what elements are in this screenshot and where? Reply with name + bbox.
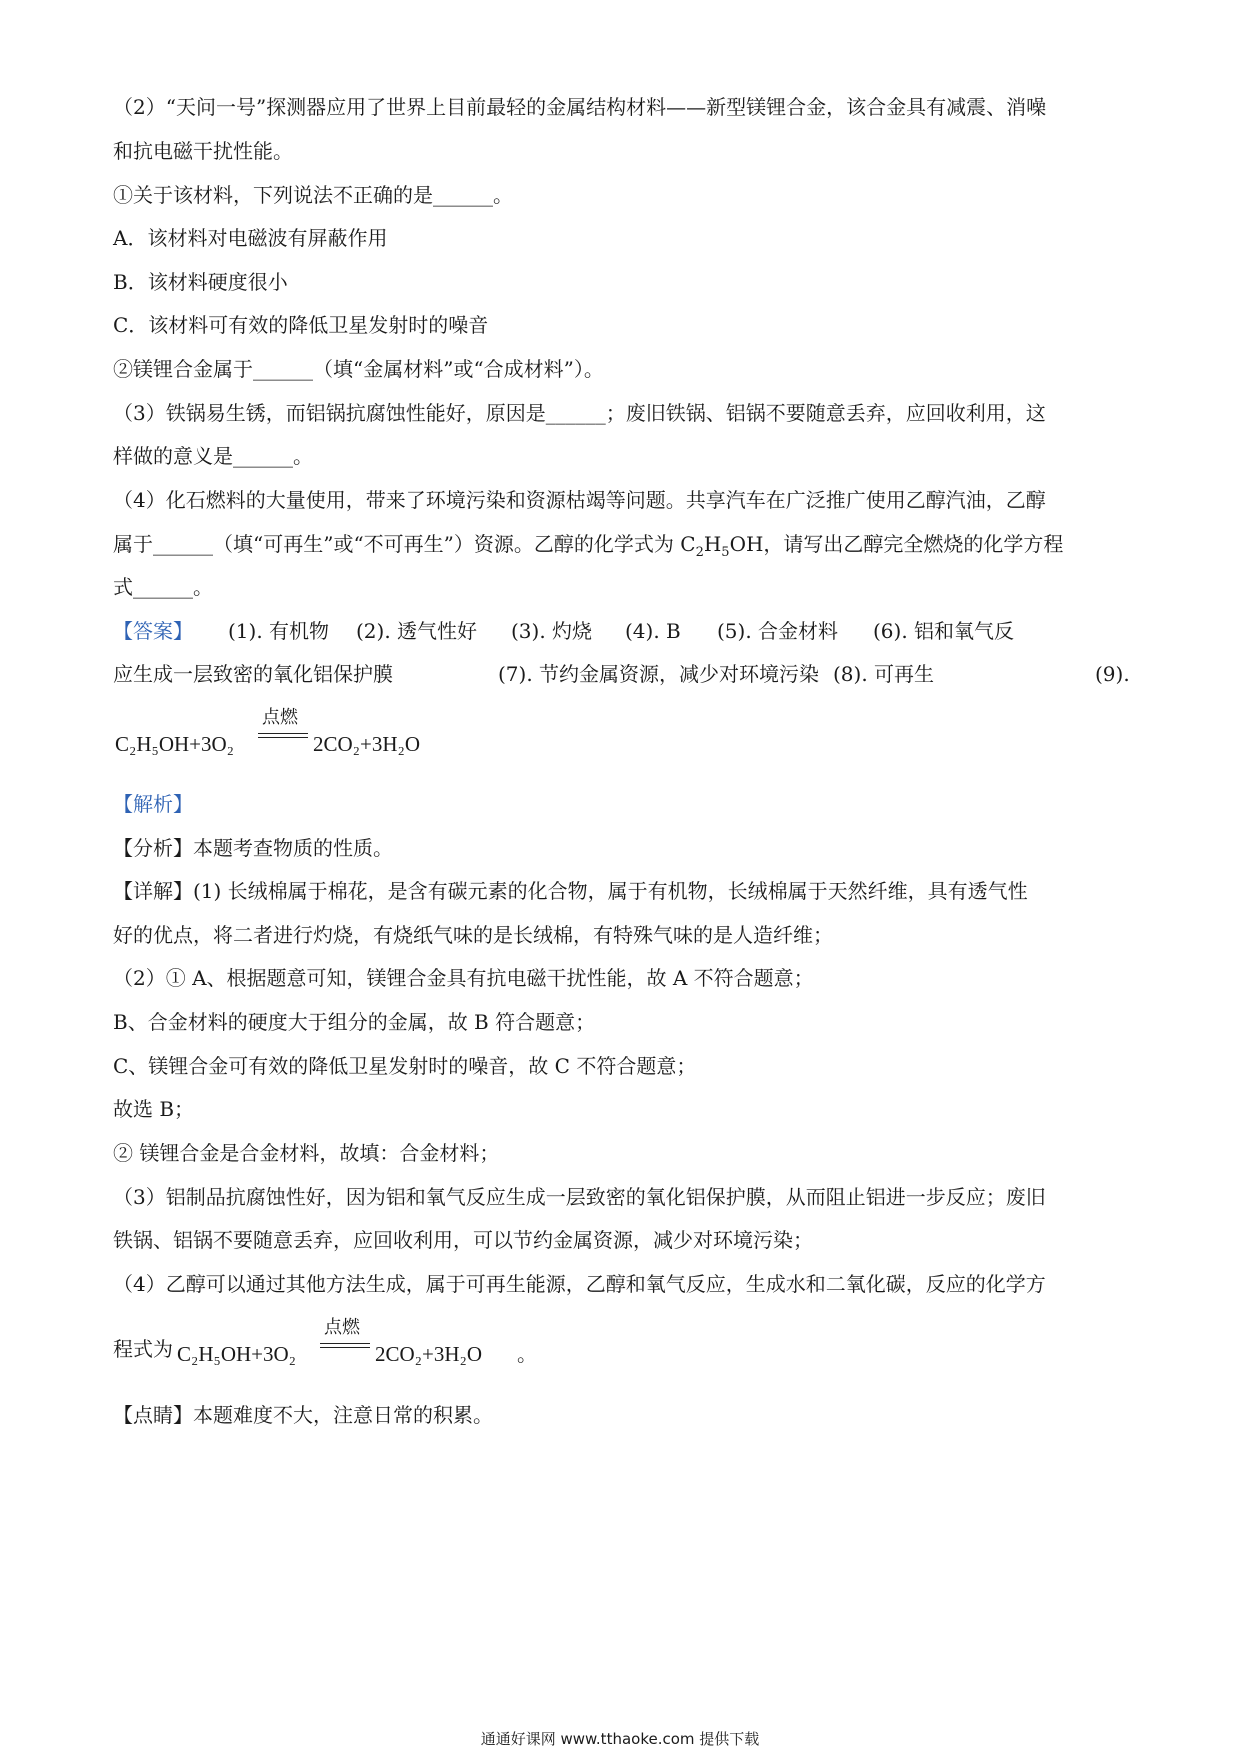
answer-6-cont: 应生成一层致密的氧化铝保护膜 (113, 662, 393, 686)
equation-inline-period: 。 (517, 1342, 537, 1366)
detail-q2-a: （2）① A、根据题意可知，镁锂合金具有抗电磁干扰性能，故 A 不符合题意； (113, 966, 814, 990)
q3-line2: 样做的意义是______。 (113, 444, 313, 468)
answer-row-2 (113, 659, 1133, 689)
equation-condition: 点燃 (262, 707, 298, 728)
answer-6: (6). 铝和氧气反 (873, 619, 1015, 643)
combustion-equation (115, 703, 535, 763)
answer-7: (7). 节约金属资源，减少对环境污染 (498, 662, 820, 686)
answer-5: (5). 合金材料 (717, 619, 839, 643)
detail-q2-sub2: ② 镁锂合金是合金材料，故填：合金材料； (113, 1141, 500, 1165)
equation-inline-bar-top (320, 1343, 370, 1344)
detail-q2-c: C、镁锂合金可有效的降低卫星发射时的噪音，故 C 不符合题意； (113, 1054, 697, 1078)
q2-line1: （2）“天问一号”探测器应用了世界上目前最轻的金属结构材料——新型镁锂合金，该合金具有减震、消噪 (113, 95, 1047, 119)
q4-line2-text-a: 属于______（填“可再生”或“不可再生”）资源。乙醇的化学式为 C (113, 532, 696, 556)
equation-reactants: C₂H₅OH+3O₂ (115, 732, 234, 756)
option-c: C．该材料可有效的降低卫星发射时的噪音 (113, 313, 489, 337)
q4-line2-text-b: H (703, 532, 722, 556)
equation-products: 2CO₂+3H₂O (313, 732, 420, 756)
combustion-equation-inline (177, 1313, 597, 1373)
equation-inline-products: 2CO₂+3H₂O (375, 1342, 482, 1366)
detail-line1: 【详解】(1) 长绒棉属于棉花，是含有碳元素的化合物，属于有机物，长绒棉属于天然纤维，具有透气性 (113, 879, 1028, 903)
equation-inline-bar-bottom (320, 1347, 370, 1348)
detail-q4-prefix: 程式为 (113, 1337, 173, 1361)
q2-line2: 和抗电磁干扰性能。 (113, 139, 293, 163)
option-b: B．该材料硬度很小 (113, 270, 288, 294)
answer-2: (2). 透气性好 (356, 619, 478, 643)
detail-q2-b: B、合金材料的硬度大于组分的金属，故 B 符合题意； (113, 1010, 596, 1034)
answer-tag: 【答案】 (113, 619, 193, 643)
subscript-2: 2 (695, 545, 704, 560)
detail-line2: 好的优点，将二者进行灼烧，有烧纸气味的是长绒棉，有特殊气味的是人造纤维； (113, 923, 833, 947)
q2-subquestion-2: ②镁锂合金属于______（填“金属材料”或“合成材料”）。 (113, 357, 604, 381)
answer-4: (4). B (625, 619, 681, 643)
dianjing-note: 【点睛】本题难度不大，注意日常的积累。 (113, 1403, 493, 1427)
answer-1: (1). 有机物 (228, 619, 330, 643)
detail-q3-line2: 铁锅、铝锅不要随意丢弃，应回收利用，可以节约金属资源，减少对环境污染； (113, 1228, 813, 1252)
option-a: A．该材料对电磁波有屏蔽作用 (113, 226, 388, 250)
answer-8: (8). 可再生 (833, 662, 935, 686)
footer-source: 通通好课网 www.tthaoke.com 提供下载 (480, 1730, 760, 1748)
q4-line2 (113, 529, 1133, 559)
q2-subquestion-1: ①关于该材料，下列说法不正确的是______。 (113, 183, 513, 207)
equation-equals-bar-bottom (258, 737, 308, 738)
answer-9: (9). (1095, 662, 1130, 686)
equation-inline-reactants: C₂H₅OH+3O₂ (177, 1342, 296, 1366)
detail-q4-line1: （4）乙醇可以通过其他方法生成，属于可再生能源，乙醇和氧气反应，生成水和二氧化碳，反应的化学方 (113, 1272, 1046, 1296)
answer-row (113, 616, 1133, 646)
subscript-5: 5 (721, 545, 730, 560)
analysis-heading: 【解析】 (113, 792, 193, 816)
equation-equals-bar-top (258, 733, 308, 734)
q4-line3: 式______。 (113, 575, 213, 599)
answer-3: (3). 灼烧 (511, 619, 593, 643)
q4-line1: （4）化石燃料的大量使用，带来了环境污染和资源枯竭等问题。共享汽车在广泛推广使用乙醇汽油，乙醇 (113, 488, 1046, 512)
detail-q3-line1: （3）铝制品抗腐蚀性好，因为铝和氧气反应生成一层致密的氧化铝保护膜，从而阻止铝进一步反应；废旧 (113, 1185, 1046, 1209)
q4-line2-text-c: OH，请写出乙醇完全燃烧的化学方程 (729, 532, 1064, 556)
analysis-fenxi: 【分析】本题考查物质的性质。 (113, 836, 393, 860)
detail-q2-choice: 故选 B； (113, 1097, 195, 1121)
equation-inline-condition: 点燃 (324, 1317, 360, 1338)
q3-line1: （3）铁锅易生锈，而铝锅抗腐蚀性能好，原因是______；废旧铁锅、铝锅不要随意丢弃，应回收利用，这 (113, 401, 1046, 425)
